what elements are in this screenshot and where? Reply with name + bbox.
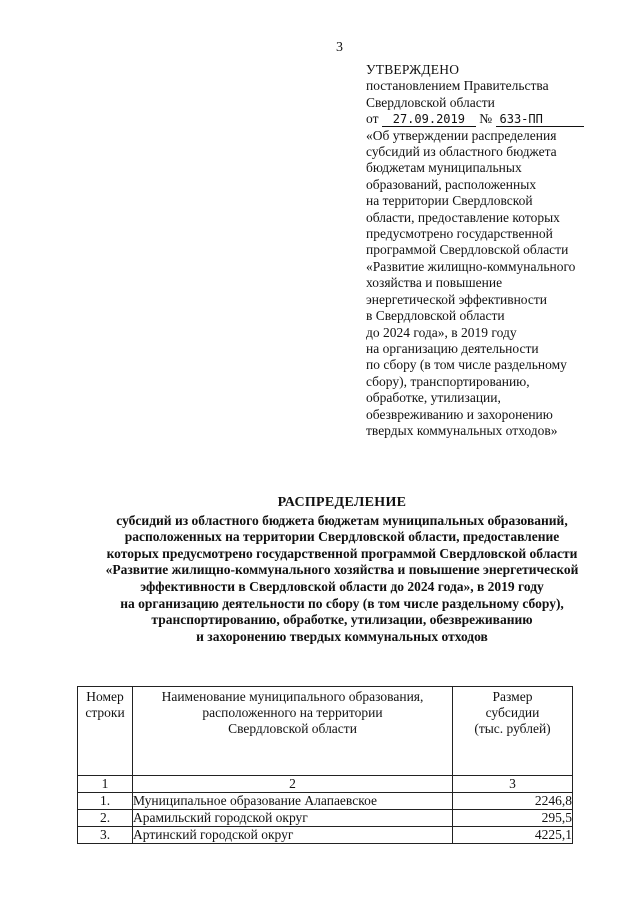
approval-subject-line: области, предоставление которых: [366, 209, 560, 225]
approval-subject-line: обработке, утилизации,: [366, 390, 501, 406]
distribution-line: на организацию деятельности по сбору (в том числе раздельному сбору),: [120, 595, 564, 611]
approval-date: 27.09.2019: [382, 112, 476, 127]
column-index: 3: [453, 776, 573, 793]
row-number: 1.: [78, 793, 133, 810]
approval-subject-line: сбору), транспортированию,: [366, 373, 530, 389]
distribution-line: и захоронению твердых коммунальных отходов: [196, 628, 488, 644]
header-text-line: Свердловской области: [228, 721, 357, 736]
approval-subject-line: предусмотрено государственной: [366, 226, 553, 242]
subsidy-amount: 295,5: [453, 810, 573, 827]
municipality-name: Артинский городской округ: [133, 827, 453, 844]
header-text-line: строки: [85, 705, 125, 720]
approval-subject-line: твердых коммунальных отходов»: [366, 422, 558, 438]
header-text-line: расположенного на территории: [202, 705, 383, 720]
approval-line-1: постановлением Правительства: [366, 78, 549, 94]
row-number: 3.: [78, 827, 133, 844]
approval-subject-line: энергетической эффективности: [366, 291, 547, 307]
distribution-line: которых предусмотрено государственной программой Свердловской области: [106, 545, 578, 561]
header-text-line: Размер: [492, 689, 533, 704]
approval-heading: УТВЕРЖДЕНО: [366, 62, 460, 77]
header-text-line: Номер: [86, 689, 124, 704]
column-index-row: [78, 776, 573, 793]
approval-date-line: [366, 111, 626, 127]
header-text-line: субсидии: [485, 705, 540, 720]
table-header-row: [78, 687, 573, 776]
distribution-line: расположенных на территории Свердловской области, предоставление: [124, 529, 560, 545]
column-index: 2: [133, 776, 453, 793]
header-text-line: Наименование муниципального образования,: [161, 689, 424, 704]
subsidy-amount: 4225,1: [453, 827, 573, 844]
approval-subject-line: программой Свердловской области: [366, 242, 569, 258]
municipality-name: Арамильский городской округ: [133, 810, 453, 827]
approval-subject-line: обезвреживанию и захоронению: [366, 406, 553, 422]
date-prefix: от: [366, 111, 379, 127]
approval-number: 633-ПП: [496, 112, 584, 127]
distribution-heading: [70, 495, 614, 645]
approval-subject-line: до 2024 года», в 2019 году: [366, 324, 517, 340]
row-number: 2.: [78, 810, 133, 827]
header-municipality-name: [133, 687, 453, 776]
subsidy-table: [77, 686, 573, 844]
distribution-title: РАСПРЕДЕЛЕНИЕ: [277, 495, 407, 510]
approval-subject-line: на территории Свердловской: [366, 193, 533, 209]
distribution-line: «Развитие жилищно-коммунального хозяйства и повышение энергетической: [105, 562, 579, 578]
approval-line-2: Свердловской области: [366, 94, 495, 110]
approval-subject-line: «Развитие жилищно-коммунального: [366, 258, 576, 274]
approval-subject-line: бюджетам муниципальных: [366, 160, 522, 176]
table-row: [78, 793, 573, 810]
distribution-line: эффективности в Свердловской области до 2024 года», в 2019 году: [140, 578, 544, 594]
header-text-line: (тыс. рублей): [474, 721, 551, 736]
approval-subject: [366, 128, 626, 440]
approval-subject-line: по сбору (в том числе раздельному: [366, 357, 567, 373]
distribution-line: транспортированию, обработке, утилизации, обезвреживанию: [151, 612, 533, 628]
column-index: 1: [78, 776, 133, 793]
table-row: [78, 827, 573, 844]
approval-subject-line: на организацию деятельности: [366, 340, 539, 356]
distribution-line: субсидий из областного бюджета бюджетам муниципальных образований,: [116, 512, 568, 528]
approval-subject-line: в Свердловской области: [366, 308, 505, 324]
approval-subject-line: образований, расположенных: [366, 176, 537, 192]
approval-subject-line: «Об утверждении распределения: [366, 127, 557, 143]
municipality-name: Муниципальное образование Алапаевское: [133, 793, 453, 810]
table-row: [78, 810, 573, 827]
approval-subject-line: субсидий из областного бюджета: [366, 144, 557, 160]
approval-stamp: [366, 62, 626, 439]
subsidy-amount: 2246,8: [453, 793, 573, 810]
header-subsidy-size: [453, 687, 573, 776]
header-row-number: [78, 687, 133, 776]
approval-subject-line: хозяйства и повышение: [366, 275, 503, 291]
number-prefix: №: [479, 111, 493, 127]
page-number: 3: [336, 40, 343, 55]
